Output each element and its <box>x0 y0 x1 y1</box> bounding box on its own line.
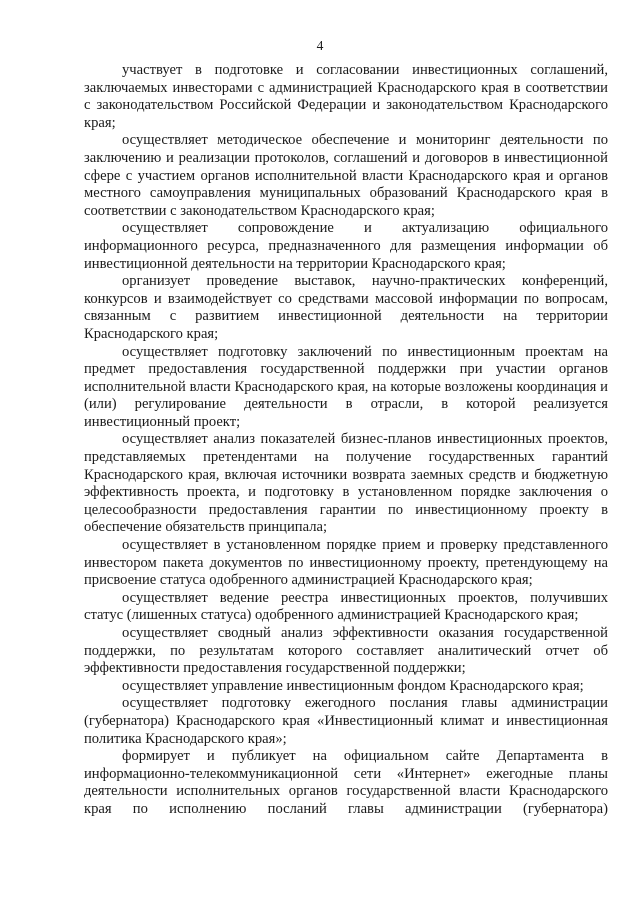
paragraph-investment-fund: осуществляет управление инвестиционным фондом Краснодарского края; <box>122 677 584 694</box>
paragraph-annual-address: осуществляет подготовку ежегодного послания главы администрации (губернатора) Краснодарского края «Инвестиционный климат и инвестиционная политика Краснодарского края»; <box>84 695 608 747</box>
paragraph-efficiency-analysis: осуществляет сводный анализ эффективности оказания государственной поддержки, по результатам которого составляет аналитический отчет об эффективности предоставления государственной поддержки; <box>84 625 608 677</box>
document-body <box>84 62 608 819</box>
paragraph-publishing-plans: формирует и публикует на официальном сайте Департамента в информационно-телекоммуникационной сети «Интернет» ежегодные планы деятельности исполнительных органов государственной власти Краснодарского края по исполнению посланий главы администрации (губернатора) <box>84 748 608 817</box>
paragraph-business-plan-analysis: осуществляет анализ показателей бизнес-планов инвестиционных проектов, представляемых претендентами на получение государственных гарантий Краснодарского края, включая источники возврата заемных средств и бюджетную эффективность проекта, и подготовку в установленном порядке заключения о целесообразности предоставления гарантии по инвестиционному проекту в обеспечение обязательств принципала; <box>84 431 608 536</box>
paragraph-document-verification: осуществляет в установленном порядке прием и проверку представленного инвестором пакета документов по инвестиционному проекту, претендующему на присвоение статуса одобренного администрацией Краснодарского края; <box>84 537 608 589</box>
paragraph-information-resource: осуществляет сопровождение и актуализацию официального информационного ресурса, предназначенного для размещения информации об инвестиционной деятельности на территории Краснодарского края; <box>84 220 608 272</box>
paragraph-investment-agreements: участвует в подготовке и согласовании инвестиционных соглашений, заключаемых инвесторами с администрацией Краснодарского края в соответствии с законодательством Российской Федерации и законодательством Краснодарского края; <box>84 62 608 131</box>
paragraph-methodological-support: осуществляет методическое обеспечение и мониторинг деятельности по заключению и реализации протоколов, соглашений и договоров в инвестиционной сфере с участием органов исполнительной власти Краснодарского края и органов местного самоуправления муниципальных образований Краснодарского края в соответствии с законодательством Краснодарского края; <box>84 132 608 219</box>
paragraph-exhibitions-conferences: организует проведение выставок, научно-практических конференций, конкурсов и взаимодействует со средствами массовой информации по вопросам, связанным с развитием инвестиционной деятельности на территории Краснодарского края; <box>84 273 608 342</box>
paragraph-project-conclusions: осуществляет подготовку заключений по инвестиционным проектам на предмет предоставления государственной поддержки при участии органов исполнительной власти Краснодарского края, на которые возложены координация и (или) регулирование деятельности в отрасли, в которой реализуется инвестиционный проект; <box>84 343 608 430</box>
paragraph-project-registry: осуществляет ведение реестра инвестиционных проектов, получивших статус (лишенных статуса) одобренного администрацией Краснодарского края; <box>84 589 608 624</box>
page-number: 4 <box>316 38 324 53</box>
